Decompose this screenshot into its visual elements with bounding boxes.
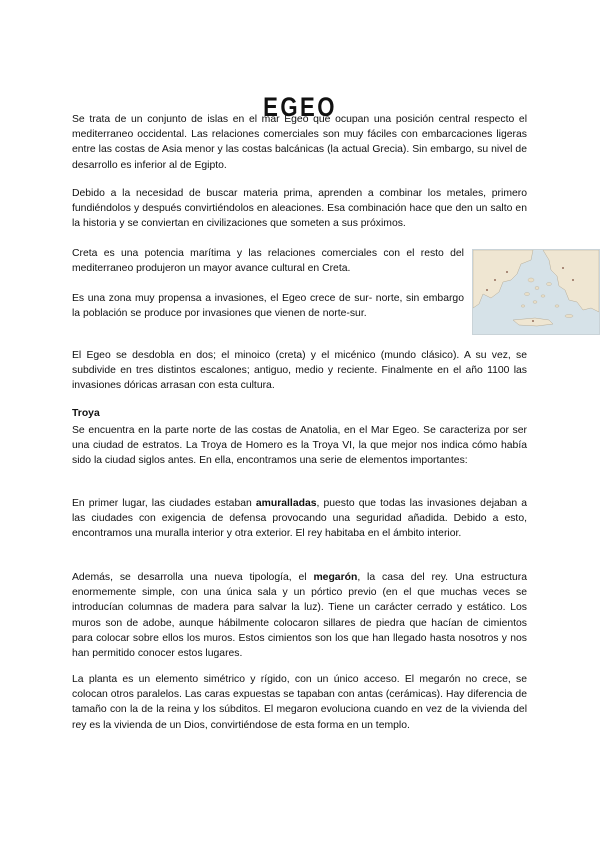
paragraph-desdobla: El Egeo se desdobla en dos; el minoico (creta) y el micénico (mundo clásico). A su vez, se subdivide en tres distintos escalones; antiguo, medio y reciente. Finalmente en el año 1100 las invasiones dóricas arrasan con esta cultura. bbox=[72, 350, 527, 392]
paragraph-invasiones: Es una zona muy propensa a invasiones, el Egeo crece de sur- norte, sin embargo la población se produce por invasiones que vienen de norte-sur. bbox=[72, 293, 464, 320]
bold-term-amuralladas: amuralladas bbox=[255, 498, 317, 509]
paragraph-creta: Creta es una potencia marítima y las relaciones comerciales con el resto del mediterraneo produjeron un mayor avance cultural en Creta. bbox=[72, 248, 464, 275]
paragraph-megaron bbox=[72, 570, 527, 661]
text-run: Además, se desarrolla una nueva tipología, el bbox=[72, 572, 314, 583]
paragraph-metals: Debido a la necesidad de buscar materia prima, aprenden a combinar los metales, primero fundiéndolos y después convirtiéndolos en aleaciones. Esa combinación hace que den un salto en la historia y se conviertan en civilizaciones que someten a sus próximos. bbox=[72, 188, 527, 230]
paragraph-planta: La planta es un elemento simétrico y rígido, con un único acceso. El megarón no crece, se colocan otros paralelos. Las caras expuestas se tapaban con antas (cerámicas). Hay diferencia de tamaño con la de la reina y los súbditos. El megaron evoluciona cuando en vez de la vivienda del rey es la vivienda de un Dios, convirtiéndose de esta forma en un templo. bbox=[72, 674, 527, 731]
text-run: , puesto que todas las invasiones dejaban a las ciudades con exigencia de defensa provocando una seguridad añadida. Debido a esto, encontramos una muralla interior y otra exterior. El rey habitaba en el ámbito interior. bbox=[72, 498, 527, 540]
paragraph-intro: Se trata de un conjunto de islas en el mar Egeo que ocupan una posición central respecto el mediterraneo occidental. Las relaciones comerciales son muy fáciles con embarcaciones ligeras entre las costas de Asia menor y las costas balcánicas (la actual Grecia). Sin embargo, su nivel de desarrollo es inferior al de Egipto. bbox=[72, 114, 527, 171]
bold-term-megaron: megarón bbox=[313, 572, 358, 583]
section-heading-troya: Troya bbox=[72, 408, 100, 419]
aegean-map-image bbox=[472, 249, 600, 335]
paragraph-troya: Se encuentra en la parte norte de las costas de Anatolia, en el Mar Egeo. Se caracteriza por ser una ciudad de estratos. La Troya de Homero es la Troya VI, la que mejor nos indica cómo había sido la ciudad siglos antes. En ella, encontramos una serie de elementos importantes: bbox=[72, 425, 527, 467]
paragraph-amuralladas bbox=[72, 496, 527, 542]
aegean-map-icon bbox=[473, 250, 599, 334]
text-run: , la casa del rey. Una estructura enormemente simple, con una única sala y un pórtico previo (en el que muchas veces se introducían columnas de madera para salvar la luz). Tiene un carácter cerrado y estático. Los muros son de adobe, aunque hábilmente colocaron sillares de piedra que hacían de cimientos para colocar sobre ellos los muros. Estos cimientos son los que han llegado hasta nosotros y nos han permitido conocer estos lugares. bbox=[72, 572, 528, 660]
text-run: En primer lugar, las ciudades estaban bbox=[72, 498, 256, 509]
page-title: EGEO bbox=[263, 92, 337, 123]
